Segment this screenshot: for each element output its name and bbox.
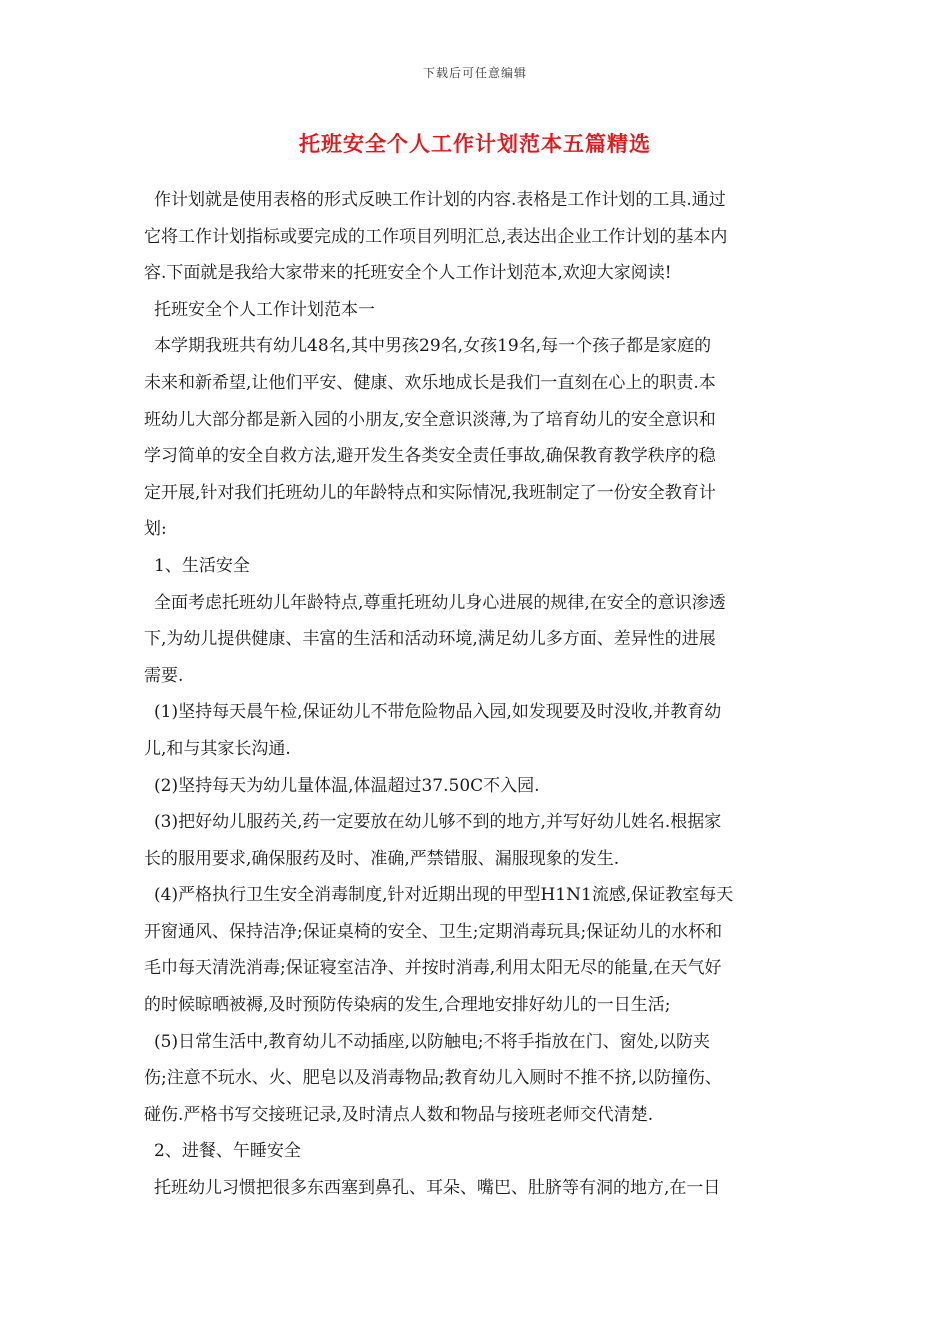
body-line: 托班幼儿习惯把很多东西塞到鼻孔、耳朵、嘴巴、肚脐等有洞的地方,在一日 [154, 1178, 721, 1199]
document-body [144, 182, 810, 1207]
document-title: 托班安全个人工作计划范本五篇精选 [299, 131, 651, 156]
body-line: 班幼儿大部分都是新入园的小朋友,安全意识淡薄,为了培育幼儿的安全意识和 [144, 409, 716, 430]
body-line: 容.下面就是我给大家带来的托班安全个人工作计划范本,欢迎大家阅读! [144, 263, 672, 284]
body-line: 全面考虑托班幼儿年龄特点,尊重托班幼儿身心进展的规律,在安全的意识渗透 [154, 592, 726, 613]
body-line: 需要. [144, 665, 184, 686]
body-line: 它将工作计划指标或要完成的工作项目列明汇总,表达出企业工作计划的基本内 [144, 226, 728, 247]
list-item-line: (1)坚持每天晨午检,保证幼儿不带危险物品入园,如发现要及时没收,并教育幼 [154, 702, 722, 723]
body-line: 作计划就是使用表格的形式反映工作计划的内容.表格是工作计划的工具.通过 [154, 190, 726, 210]
section-heading: 2、进餐、午睡安全 [154, 1141, 301, 1162]
body-line: 定开展,针对我们托班幼儿的年龄特点和实际情况,我班制定了一份安全教育计 [144, 482, 716, 503]
body-line: 划: [144, 519, 167, 540]
body-line: 下,为幼儿提供健康、丰富的生活和活动环境,满足幼儿多方面、差异性的进展 [144, 629, 716, 650]
body-line: 本学期我班共有幼儿48名,其中男孩29名,女孩19名,每一个孩子都是家庭的 [154, 336, 712, 357]
list-item-line: 开窗通风、保持洁净;保证桌椅的安全、卫生;定期消毒玩具;保证幼儿的水杯和 [144, 921, 723, 942]
list-item-line: (3)把好幼儿服药关,药一定要放在幼儿够不到的地方,并写好幼儿姓名.根据家 [154, 812, 722, 833]
page-header-note: 下载后可任意编辑 [422, 66, 527, 80]
list-item-line: (2)坚持每天为幼儿量体温,体温超过37.50C不入园. [154, 775, 540, 796]
list-item-line: 长的服用要求,确保服药及时、准确,严禁错服、漏服现象的发生. [144, 848, 620, 869]
body-line: 学习简单的安全自救方法,避开发生各类安全责任事故,确保教育教学秩序的稳 [144, 446, 716, 467]
body-line: 未来和新希望,让他们平安、健康、欢乐地成长是我们一直刻在心上的职责.本 [144, 372, 716, 393]
list-item-line: 碰伤.严格书写交接班记录,及时清点人数和物品与接班老师交代清楚. [144, 1104, 654, 1125]
list-item-line: 儿,和与其家长沟通. [144, 738, 291, 759]
list-item-line: (5)日常生活中,教育幼儿不动插座,以防触电;不将手指放在门、窗处,以防夹 [154, 1031, 711, 1052]
list-item-line: (4)严格执行卫生安全消毒制度,针对近期出现的甲型H1N1流感,保证教室每天 [154, 885, 734, 906]
section-heading: 托班安全个人工作计划范本一 [154, 299, 375, 320]
list-item-line: 伤;注意不玩水、火、肥皂以及消毒物品;教育幼儿入厕时不推不挤,以防撞伤、 [144, 1068, 722, 1089]
section-heading: 1、生活安全 [154, 555, 250, 576]
list-item-line: 毛巾每天清洗消毒;保证寝室洁净、并按时消毒,利用太阳无尽的能量,在天气好 [144, 958, 722, 979]
list-item-line: 的时候晾晒被褥,及时预防传染病的发生,合理地安排好幼儿的一日生活; [144, 995, 671, 1016]
